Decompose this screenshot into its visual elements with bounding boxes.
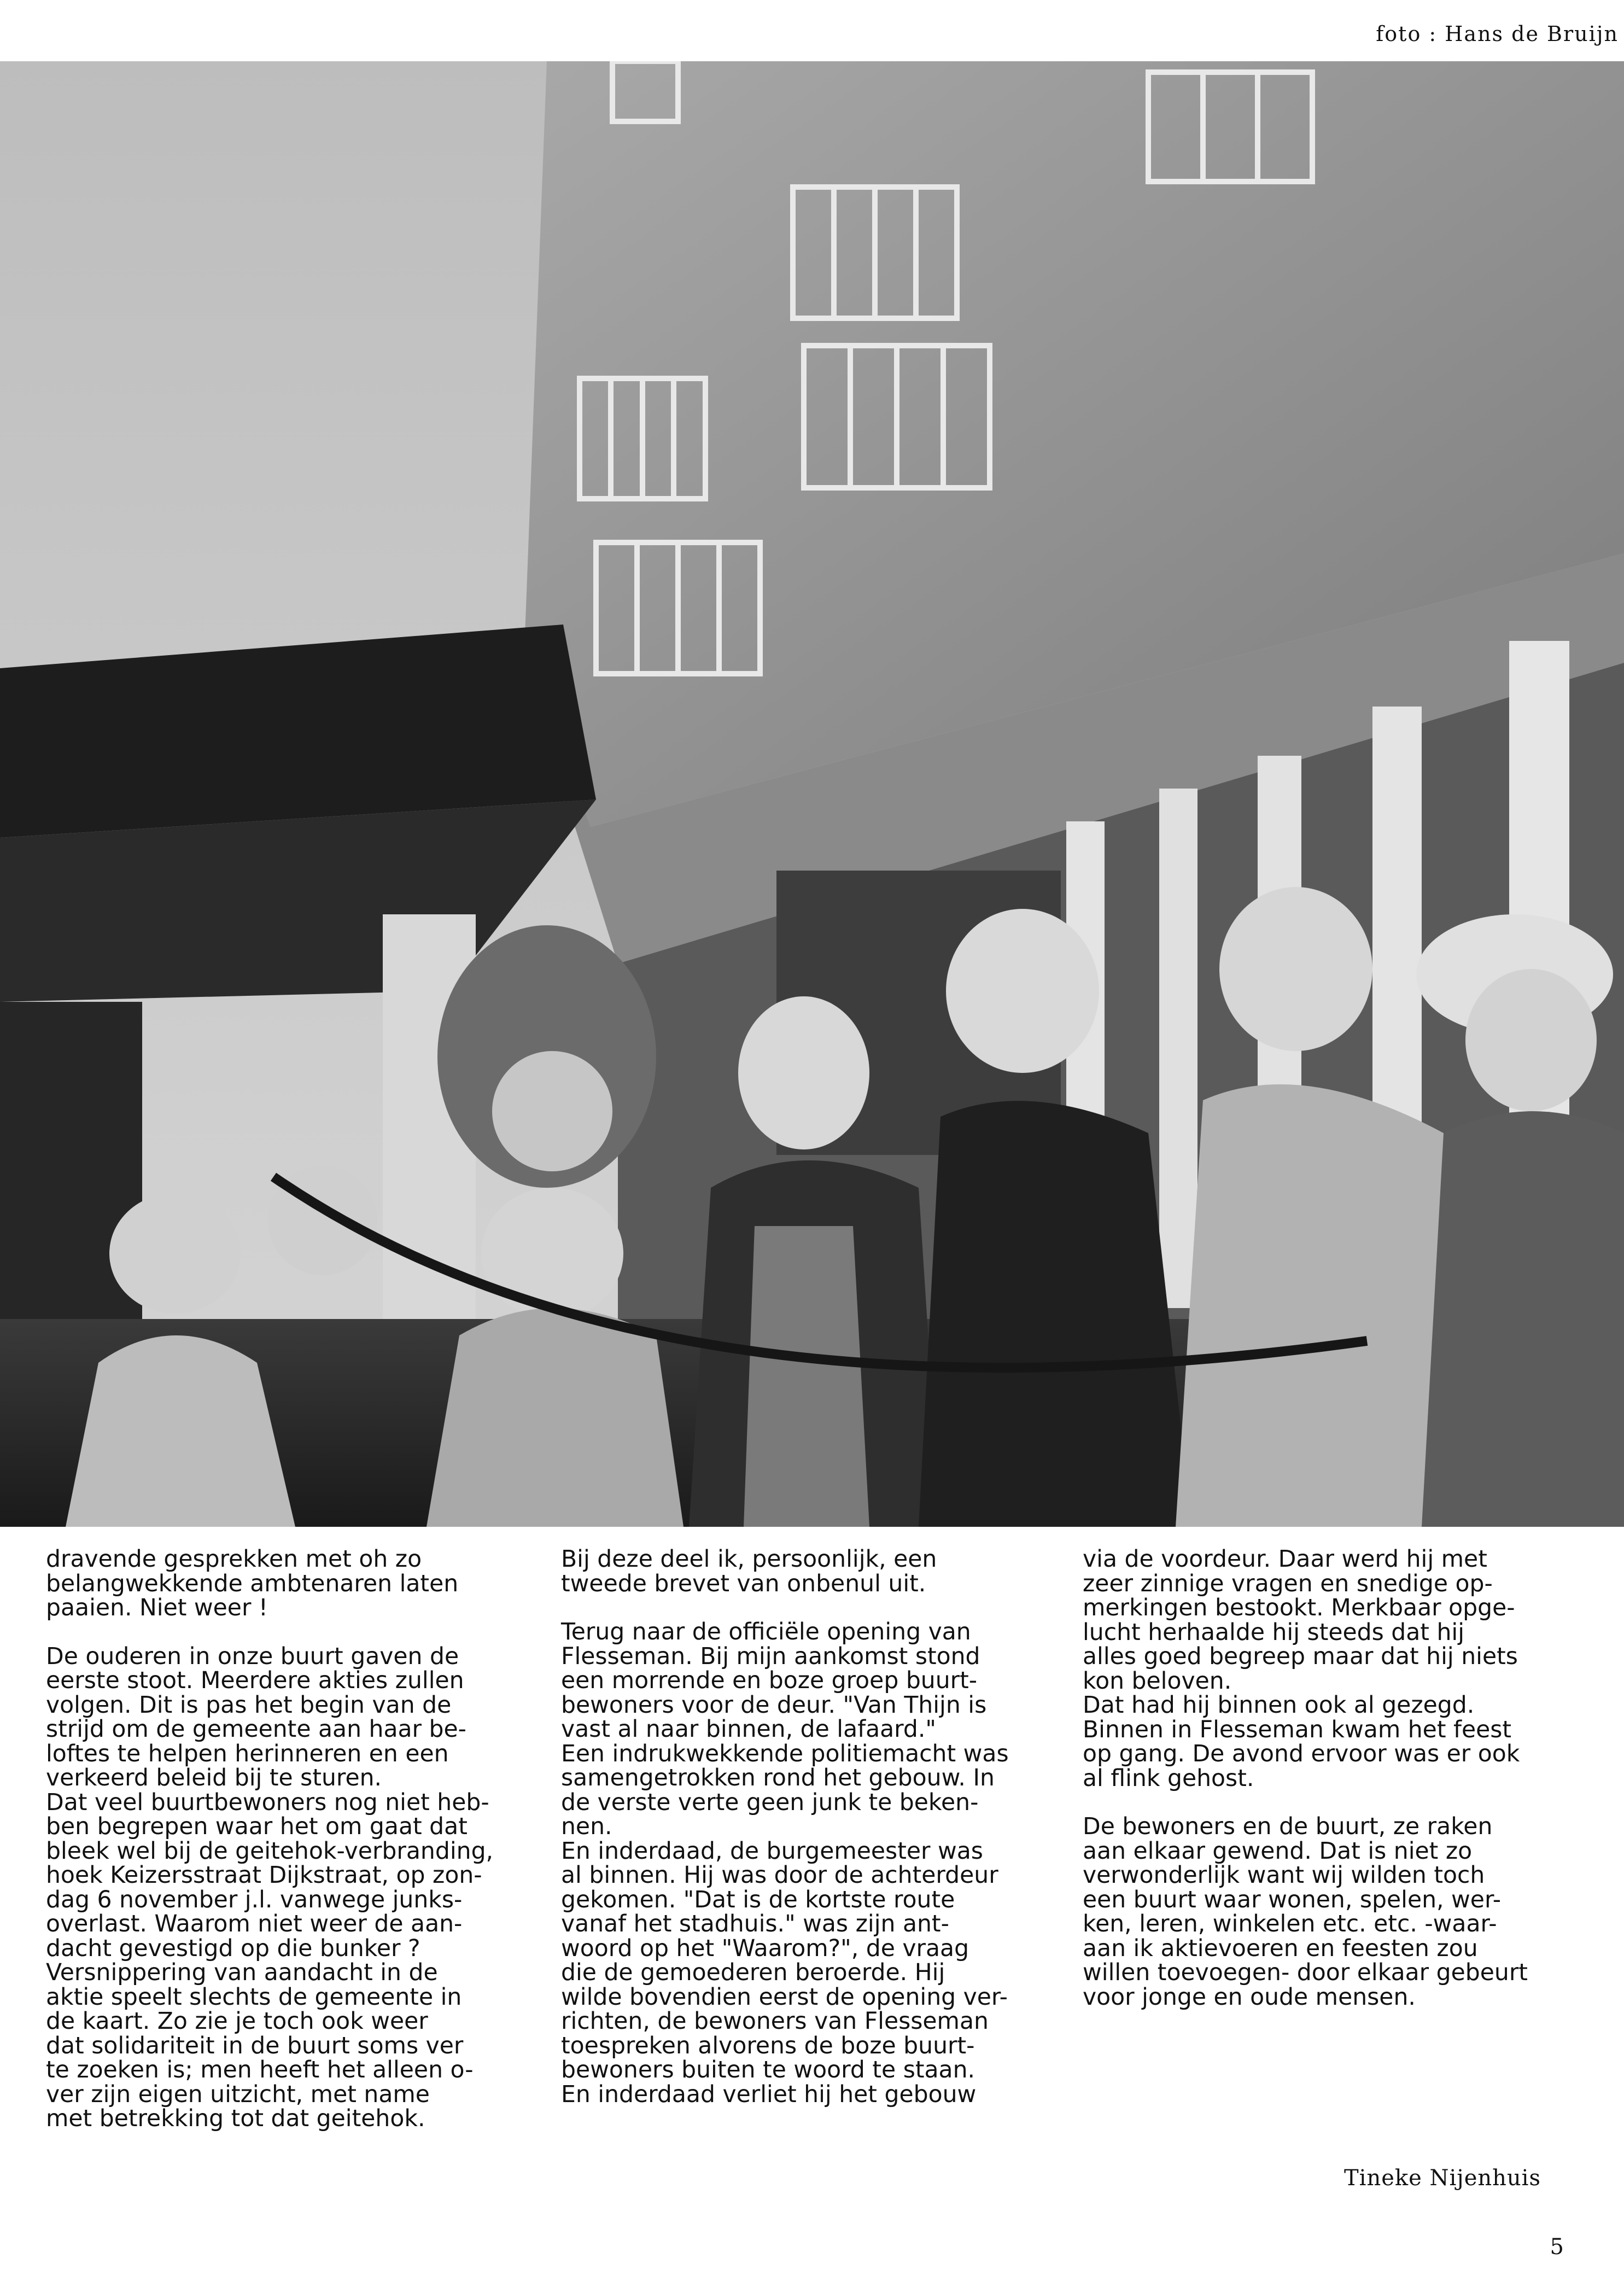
text-line: met betrekking tot dat geitehok. bbox=[46, 2105, 425, 2132]
text-line: verwonderlijk want wij wilden toch bbox=[1083, 1862, 1485, 1889]
text-line: al flink gehost. bbox=[1083, 1765, 1254, 1792]
text-line: richten, de bewoners van Flesseman bbox=[561, 2008, 989, 2035]
paragraph bbox=[46, 1548, 505, 1621]
text-line: aan elkaar gewend. Dat is niet zo bbox=[1083, 1837, 1473, 1865]
paragraph bbox=[1083, 1815, 1575, 2010]
text-line: dravende gesprekken met oh zo bbox=[46, 1546, 422, 1573]
paragraph bbox=[1083, 1548, 1575, 1791]
text-line: vanaf het stadhuis." was zijn ant- bbox=[561, 1911, 949, 1937]
text-line: Een indrukwekkende politiemacht was bbox=[561, 1740, 1009, 1767]
text-line: alles goed begreep maar dat hij niets bbox=[1083, 1643, 1518, 1670]
text-line: een buurt waar wonen, spelen, wer- bbox=[1083, 1886, 1502, 1913]
text-line: En inderdaad, de burgemeester was bbox=[561, 1837, 983, 1865]
text-line: aktie speelt slechts de gemeente in bbox=[46, 1983, 462, 2011]
text-line: al binnen. Hij was door de achterdeur bbox=[561, 1862, 998, 1889]
text-line: Terug naar de officiële opening van bbox=[561, 1619, 971, 1645]
text-line: aan ik aktievoeren en feesten zou bbox=[1083, 1935, 1478, 1962]
text-line: woord op het "Waarom?", de vraag bbox=[561, 1935, 969, 1962]
text-line: dacht gevestigd op die bunker ? bbox=[46, 1935, 420, 1962]
text-line: de kaart. Zo zie je toch ook weer bbox=[46, 2008, 428, 2035]
photo-credit: foto : Hans de Bruijn bbox=[1376, 22, 1619, 46]
text-line: merkingen bestookt. Merkbaar opge- bbox=[1083, 1595, 1515, 1621]
text-line: een morrende en boze groep buurt- bbox=[561, 1667, 978, 1694]
text-line: bleek wel bij de geitehok-verbranding, bbox=[46, 1837, 494, 1865]
text-line: hoek Keizersstraat Dijkstraat, op zon- bbox=[46, 1862, 482, 1889]
text-line: volgen. Dit is pas het begin van de bbox=[46, 1691, 452, 1719]
text-line: ver zijn eigen uitzicht, met name bbox=[46, 2081, 430, 2108]
text-line: kon beloven. bbox=[1083, 1667, 1232, 1695]
text-line: De ouderen in onze buurt gaven de bbox=[46, 1643, 459, 1670]
text-line: op gang. De avond ervoor was er ook bbox=[1083, 1741, 1520, 1767]
text-line: verkeerd beleid bij te sturen. bbox=[46, 1765, 382, 1791]
text-line: lucht herhaalde hij steeds dat hij bbox=[1083, 1619, 1465, 1646]
text-line: ken, leren, winkelen etc. etc. -waar- bbox=[1083, 1911, 1497, 1937]
text-line: Dat had hij binnen ook al gezegd. bbox=[1083, 1692, 1475, 1719]
text-line: loftes te helpen herinneren en een bbox=[46, 1740, 449, 1767]
text-line: ben begrepen waar het om gaat dat bbox=[46, 1813, 468, 1840]
paragraph bbox=[46, 1645, 505, 2132]
text-line: nen. bbox=[561, 1813, 612, 1840]
text-line: eerste stoot. Meerdere akties zullen bbox=[46, 1667, 464, 1694]
text-line: Dat veel buurtbewoners nog niet heb- bbox=[46, 1789, 489, 1816]
text-line: Binnen in Flesseman kwam het feest bbox=[1083, 1716, 1512, 1743]
text-line: dat solidariteit in de buurt soms ver bbox=[46, 2032, 464, 2059]
text-line: Bij deze deel ik, persoonlijk, een bbox=[561, 1546, 937, 1573]
text-line: via de voordeur. Daar werd hij met bbox=[1083, 1546, 1487, 1573]
text-line: te zoeken is; men heeft het alleen o- bbox=[46, 2057, 474, 2083]
text-line: gekomen. "Dat is de kortste route bbox=[561, 1886, 955, 1913]
text-line: De bewoners en de buurt, ze raken bbox=[1083, 1813, 1493, 1840]
text-line: Flesseman. Bij mijn aankomst stond bbox=[561, 1643, 980, 1670]
text-line: zeer zinnige vragen en snedige op- bbox=[1083, 1570, 1493, 1597]
text-line: dag 6 november j.l. vanwege junks- bbox=[46, 1886, 463, 1913]
photograph bbox=[0, 61, 1624, 1527]
text-line: willen toevoegen- door elkaar gebeurt bbox=[1083, 1959, 1528, 1986]
text-column-3 bbox=[1083, 1548, 1575, 2034]
text-line: tweede brevet van onbenul uit. bbox=[561, 1570, 926, 1597]
text-line: Versnippering van aandacht in de bbox=[46, 1959, 438, 1986]
text-line: die de gemoederen beroerde. Hij bbox=[561, 1959, 945, 1986]
text-line: overlast. Waarom niet weer de aan- bbox=[46, 1911, 463, 1937]
text-column-1 bbox=[46, 1548, 505, 2156]
text-line: de verste verte geen junk te beken- bbox=[561, 1789, 979, 1816]
paragraph bbox=[561, 1548, 1053, 1596]
page-number: 5 bbox=[1550, 2234, 1564, 2260]
text-line: bewoners buiten te woord te staan. bbox=[561, 2057, 975, 2083]
text-line: strijd om de gemeente aan haar be- bbox=[46, 1716, 467, 1743]
text-line: paaien. Niet weer ! bbox=[46, 1595, 268, 1621]
photograph-icon bbox=[0, 61, 1624, 1527]
text-line: vast al naar binnen, de lafaard." bbox=[561, 1716, 936, 1743]
paragraph bbox=[561, 1620, 1053, 2107]
text-column-2 bbox=[561, 1548, 1053, 2131]
text-line: toespreken alvorens de boze buurt- bbox=[561, 2032, 975, 2059]
text-line: voor jonge en oude mensen. bbox=[1083, 1983, 1416, 2011]
text-line: samengetrokken rond het gebouw. In bbox=[561, 1765, 995, 1791]
text-line: belangwekkende ambtenaren laten bbox=[46, 1570, 459, 1597]
author-signature: Tineke Nijenhuis bbox=[1343, 2166, 1541, 2191]
text-line: wilde bovendien eerst de opening ver- bbox=[561, 1983, 1008, 2011]
text-line: En inderdaad verliet hij het gebouw bbox=[561, 2081, 977, 2108]
text-line: bewoners voor de deur. "Van Thijn is bbox=[561, 1691, 987, 1719]
